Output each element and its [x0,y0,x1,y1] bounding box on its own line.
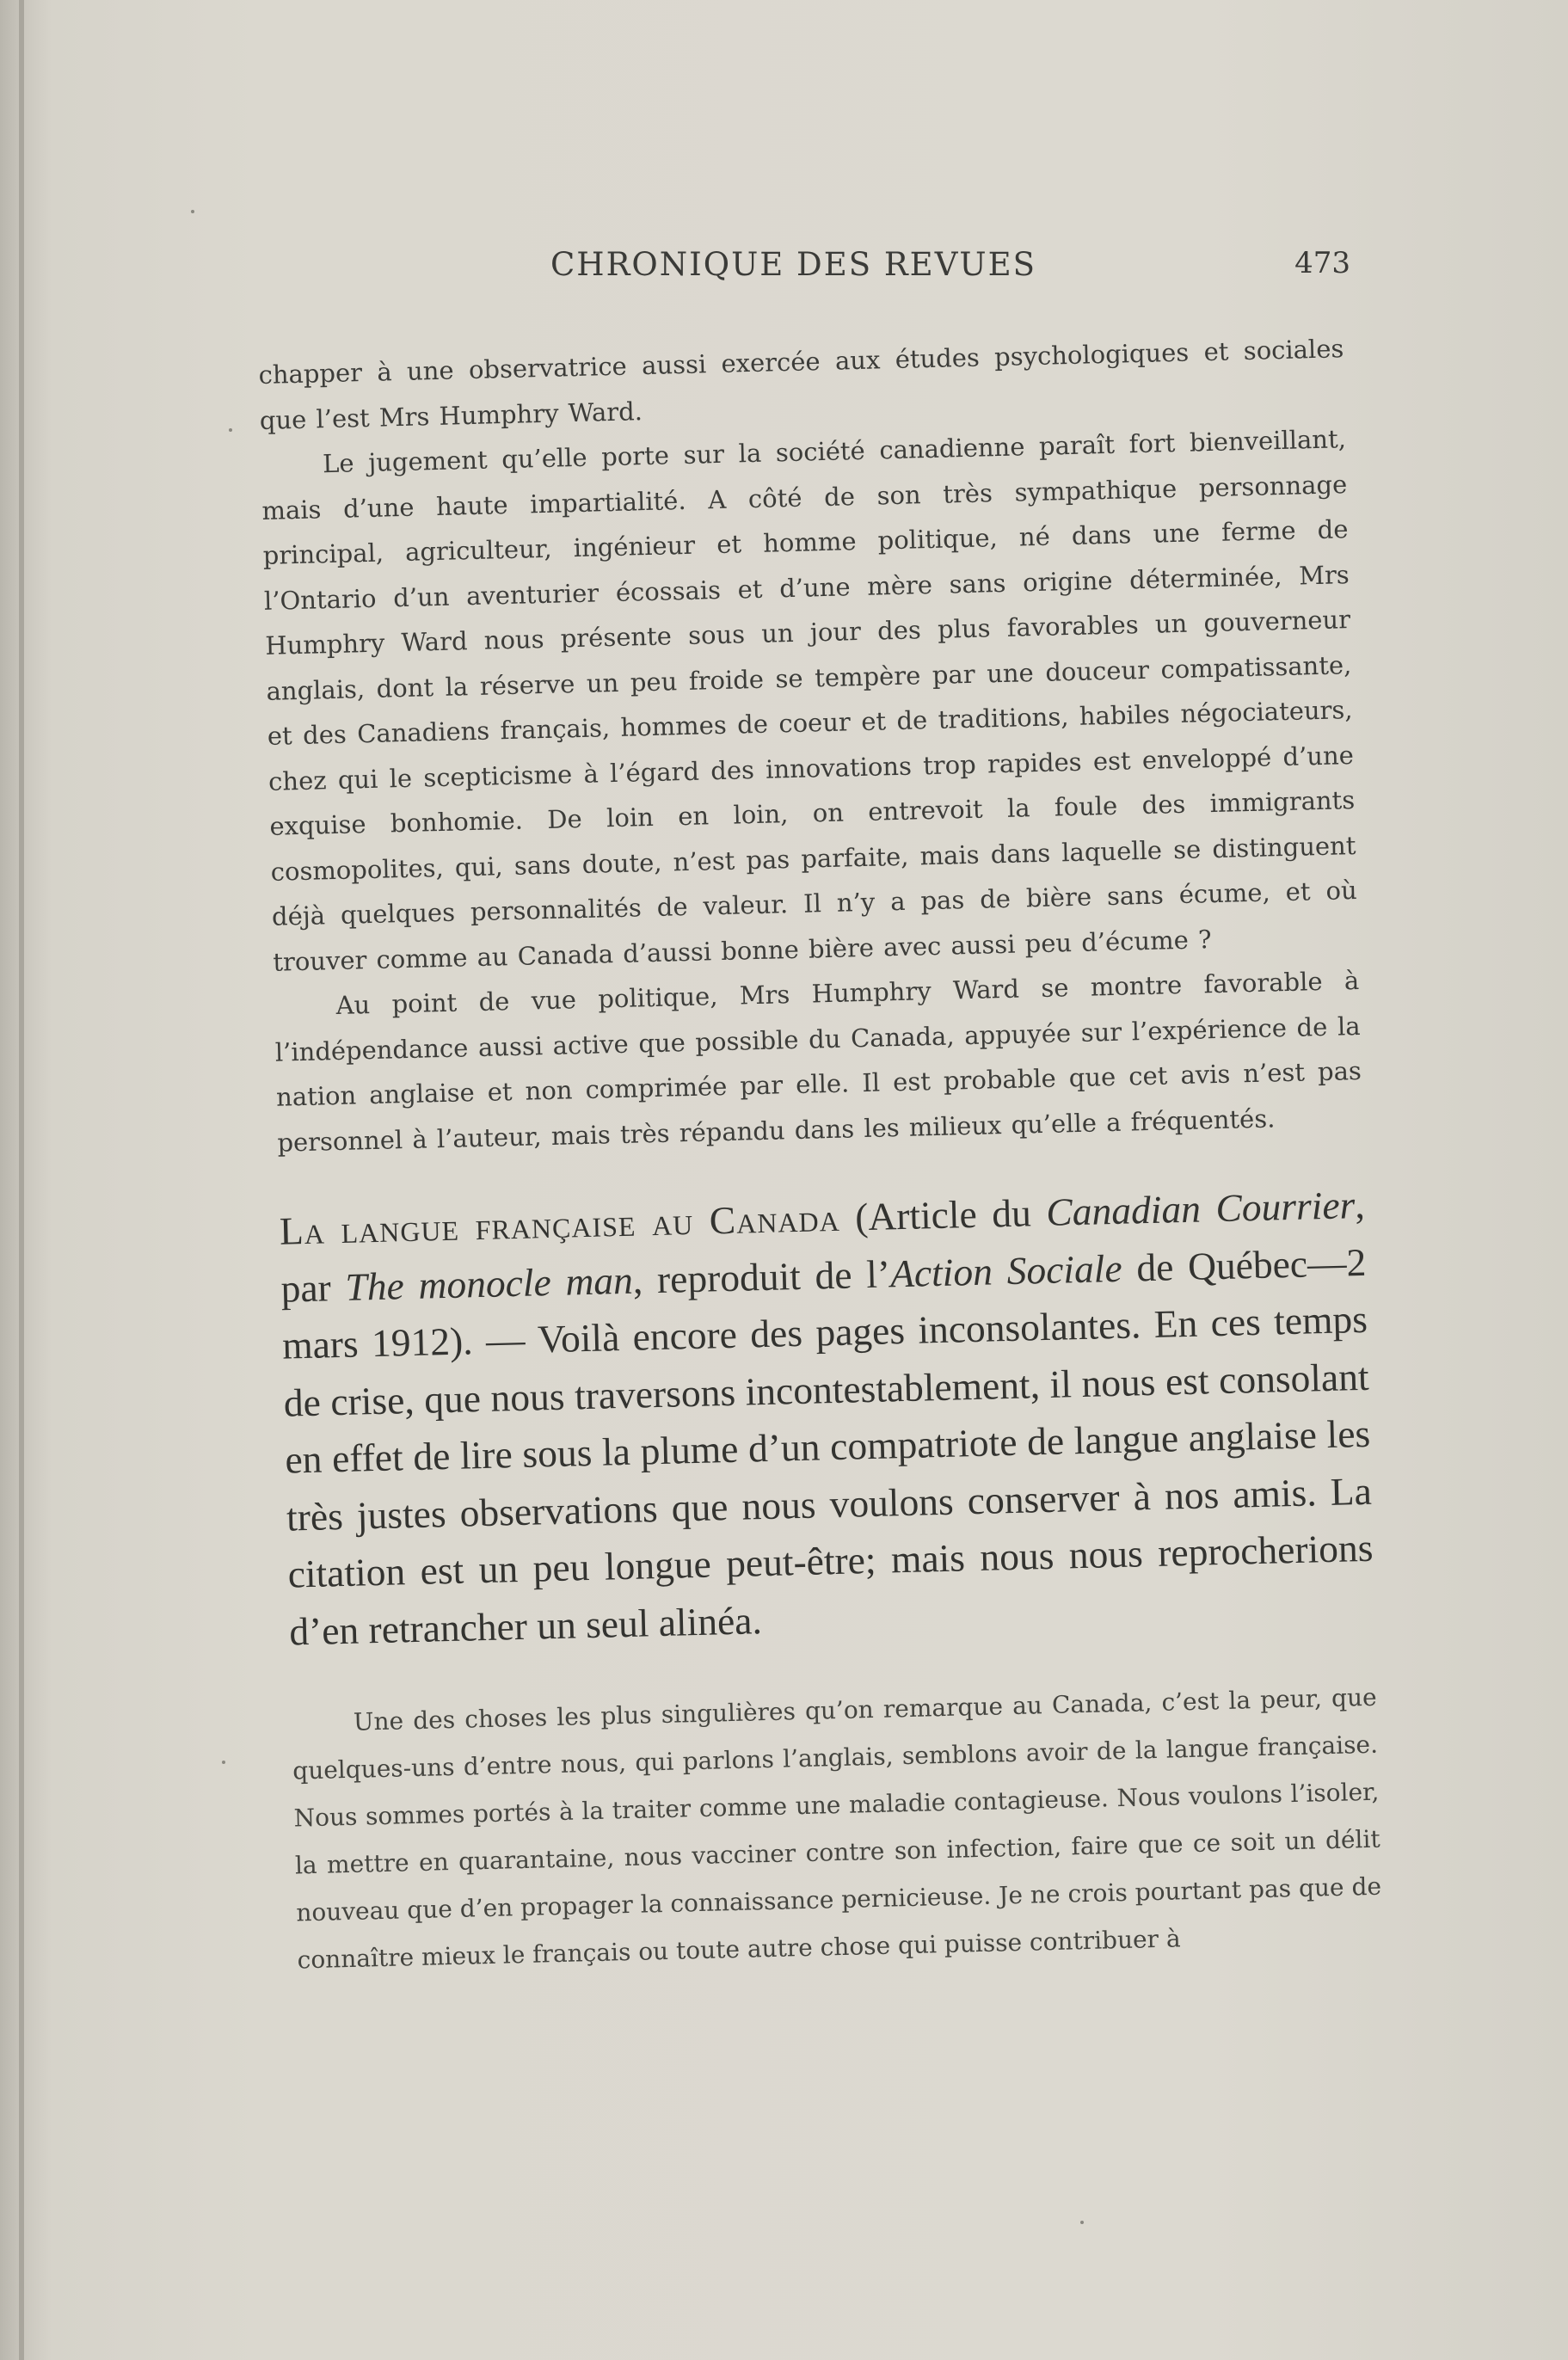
paper-speck [191,210,194,213]
paragraph: chapper à une observatrice aussi exercée aux études psychologiques et sociales que l’est Mrs Humphry Ward. [258,334,1344,435]
paragraph: Le jugement qu’elle porte sur la société canadienne paraît fort bienveillant, mais d’une haute impartialité. A côté de son très sympathique personnage principal, agriculteur, ingénieur et homme politique, né dans une ferme de l’Ontario d’un aventurier écossais et d’une mère sans origine déterminée, Mrs Humphry Ward nous présente sous un jour des plus favorables un gouverneur anglais, dont la réserve un peu froide se tempère par une douceur compatissante, et des Canadiens français, hommes de coeur et de traditions, habiles négociateurs, chez qui le scepticisme à l’égard des innovations trop rapides est enveloppé d’une exquise bonhomie. De loin en loin, on entrevoit la foule des immigrants cosmopolites, qui, sans doute, n’est pas parfaite, mais dans laquelle se distinguent déjà quelques personnalités de valeur. Il n’y a pas de bière sans écume, et où trouver comme au Canada d’aussi bonne bière avec aussi peu d’écume ? [261,424,1358,977]
page-number: 473 [1294,246,1350,280]
entry-reproduced: , reproduit de l’ [632,1251,891,1302]
quotation: Une des choses les plus singulières qu’on remarque au Canada, c’est la peur, que quelques-uns d’entre nous, qui parlons l’anglais, semblons avoir de la langue française. Nous sommes portés à la traiter comme une maladie contagieuse. Nous voulons l’isoler, la mettre en quarantaine, nous vacciner contre son infection, faire que ce soit un délit nouveau que d’en propager la connaissance pernicieuse. Je ne crois pourtant pas que de connaître mieux le français ou toute autre chose qui puisse contribuer à [292,1682,1382,1975]
entry-title: La langue française au Canada [279,1195,841,1253]
page-edge [19,0,24,2360]
entry-intro: (Article du [854,1189,1048,1239]
text-block [258,326,1386,2106]
paragraph: Au point de vue politique, Mrs Humphry Ward se montre favorable à l’indépendance aussi active que possible du Canada, appuyée sur l’expérience de la nation anglaise et non comprimée par elle. Il est probable que cet avis n’est pas personnel à l’auteur, mais très répandu dans les milieux qu’elle a fréquentés. [274,965,1362,1158]
entry-by: , par [280,1182,1366,1311]
entry-body: Voilà encore des pages inconsolantes. En ces temps de crise, que nous traversons incontestablement, il nous est consolant en effet de lire sous la plume d’un compatriote de langue anglaise les très justes observations que nous voulons conserver à nos amis. La citation est un peu longue peut-être; mais nous nous reprocherions d’en retrancher un seul alinéa. [283,1296,1374,1654]
paper-speck [1080,2221,1084,2224]
source-title: Action Sociale [889,1245,1123,1295]
review-entry [279,1177,1375,1661]
paper-speck [222,1761,225,1764]
entry-date: de Québec—2 mars 1912). — [281,1239,1367,1367]
source-title: Canadian Courrier [1045,1183,1356,1234]
page-header [550,246,1350,298]
author-name: The monocle man [344,1257,634,1309]
running-head: CHRONIQUE DES REVUES [550,246,1036,283]
paper-speck [229,428,232,432]
